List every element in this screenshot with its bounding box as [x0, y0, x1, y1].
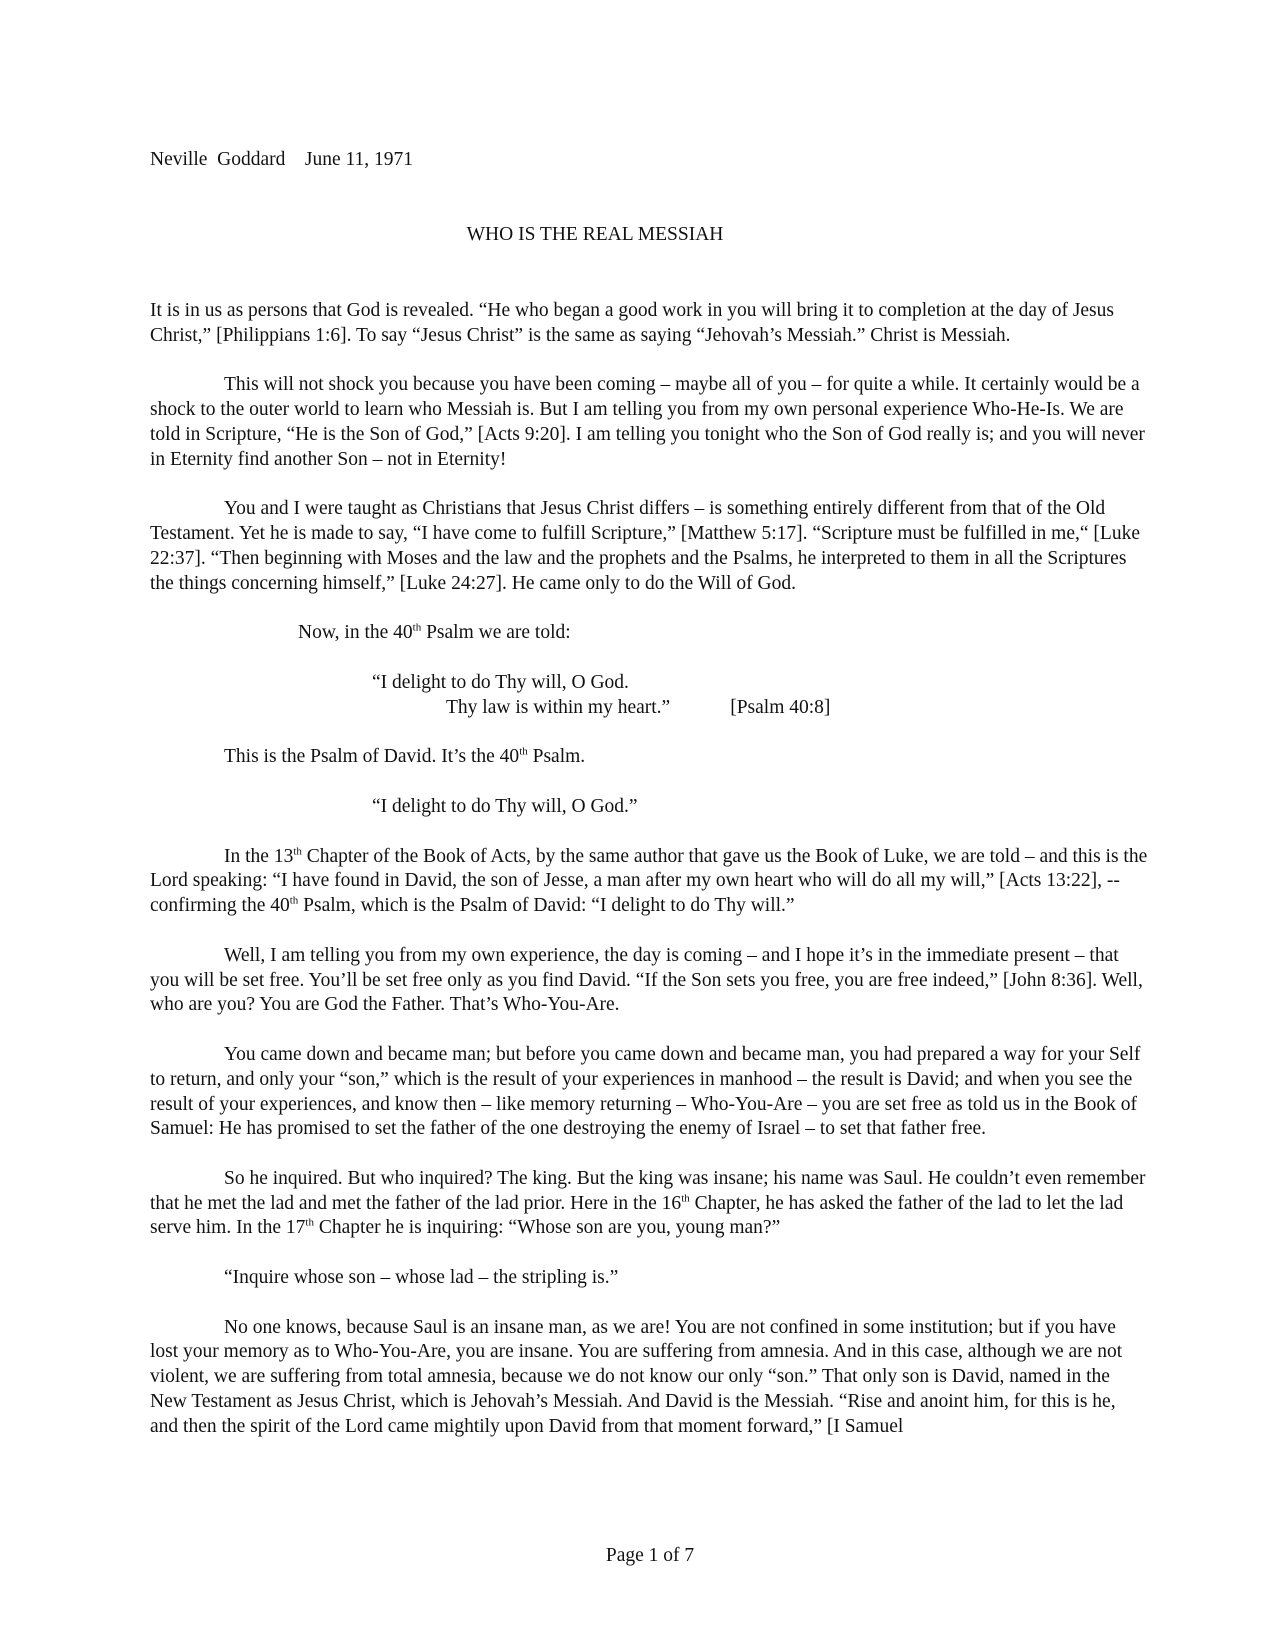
paragraph-10: “Inquire whose son – whose lad – the stripling is.”: [224, 1267, 619, 1289]
author-name: Neville Goddard: [150, 149, 286, 170]
paragraph-6: In the 13th Chapter of the Book of Acts, by the same author that gave us the Book of Luke, we are told – and this is the Lord speaking: “I have found in David, the son of Jesse, a man after my own heart who will do all my will,” [Acts 13:22], -- confirming the 40th Psalm, which is the Psalm of David: “I delight to do Thy will.”: [150, 845, 1148, 917]
paragraph-3: You and I were taught as Christians that Jesus Christ differs – is something entirely different from that of the Old Testament. Yet he is made to say, “I have come to fulfill Scripture,” [Matthew 5:17]. “Scripture must be fulfilled in me,“ [Luke 22:37]. “Then beginning with Moses and the law and the prophets and the Psalms, he interpreted to them in all the Scriptures the things concerning himself,” [Luke 24:27]. He came only to do the Will of God.: [150, 498, 1140, 594]
lecture-date: June 11, 1971: [304, 149, 414, 170]
paragraph-11: No one knows, because Saul is an insane man, as we are! You are not confined in some institution; but if you have lost your memory as to Who-You-Are, you are insane. You are suffering from amnesia. And in this case, although we are not violent, we are suffering from total amnesia, because we do not know our only “son.” That only son is David, named in the New Testament as Jesus Christ, which is Jehovah’s Messiah. And David is the Messiah. “Rise and anoint him, for this is he, and then the spirit of the Lord came mightily upon David from that moment forward,” [I Samuel: [150, 1316, 1123, 1437]
quote-reference: [Psalm 40:8]: [730, 696, 831, 718]
document-header: [150, 149, 413, 171]
paragraph-1: It is in us as persons that God is revealed. “He who began a good work in you will bring it to completion at the day of Jesus Christ,” [Philippians 1:6]. To say “Jesus Christ” is the same as saying “Jehovah’s Messiah.” Christ is Messiah.: [150, 300, 1114, 346]
page-number: Page 1 of 7: [605, 1545, 695, 1566]
paragraph-2: This will not shock you because you have been coming – maybe all of you – for quite a while. It certainly would be a shock to the outer world to learn who Messiah is. But I am telling you from my own personal experience Who-He-Is. We are told in Scripture, “He is the Son of God,” [Acts 9:20]. I am telling you tonight who the Son of God really is; and you will never in Eternity find another Son – not in Eternity!: [150, 374, 1145, 470]
block-quote-psalm: [150, 671, 1148, 721]
block-quote-2: “I delight to do Thy will, O God.”: [372, 795, 638, 817]
paragraph-8: You came down and became man; but before you came down and became man, you had prepared a way for your Self to return, and only your “son,” which is the result of your experiences in manhood – the result is David; and when you see the result of your experiences, and know then – like memory returning – Who-You-Are – you are set free as told us in the Book of Samuel: He has promised to set the father of the one destroying the enemy of Israel – to set that father free.: [150, 1043, 1141, 1140]
paragraph-7: Well, I am telling you from my own experience, the day is coming – and I hope it’s in the immediate present – that you will be set free. You’ll be set free only as you find David. “If the Son sets you free, you are free indeed,” [John 8:36]. Well, who are you? You are God the Father. That’s Who-You-Are.: [150, 944, 1143, 1016]
paragraph-4: Now, in the 40th Psalm we are told:: [298, 621, 571, 644]
quote-line-2: Thy law is within my heart.” [Psalm 40:8]: [150, 696, 1148, 721]
document-title: WHO IS THE REAL MESSIAH: [466, 224, 724, 245]
paragraph-9: So he inquired. But who inquired? The king. But the king was insane; his name was Saul. He couldn’t even remember that he met the lad and met the father of the lad prior. Here in the 16th Chapter, he has asked the father of the lad to let the lad serve him. In the 17th Chapter he is inquiring: “Whose son are you, young man?”: [150, 1167, 1146, 1239]
document-body: [150, 299, 1148, 1464]
quote-line-1: “I delight to do Thy will, O God.: [372, 671, 629, 693]
paragraph-5: This is the Psalm of David. It’s the 40th Psalm.: [224, 745, 586, 768]
